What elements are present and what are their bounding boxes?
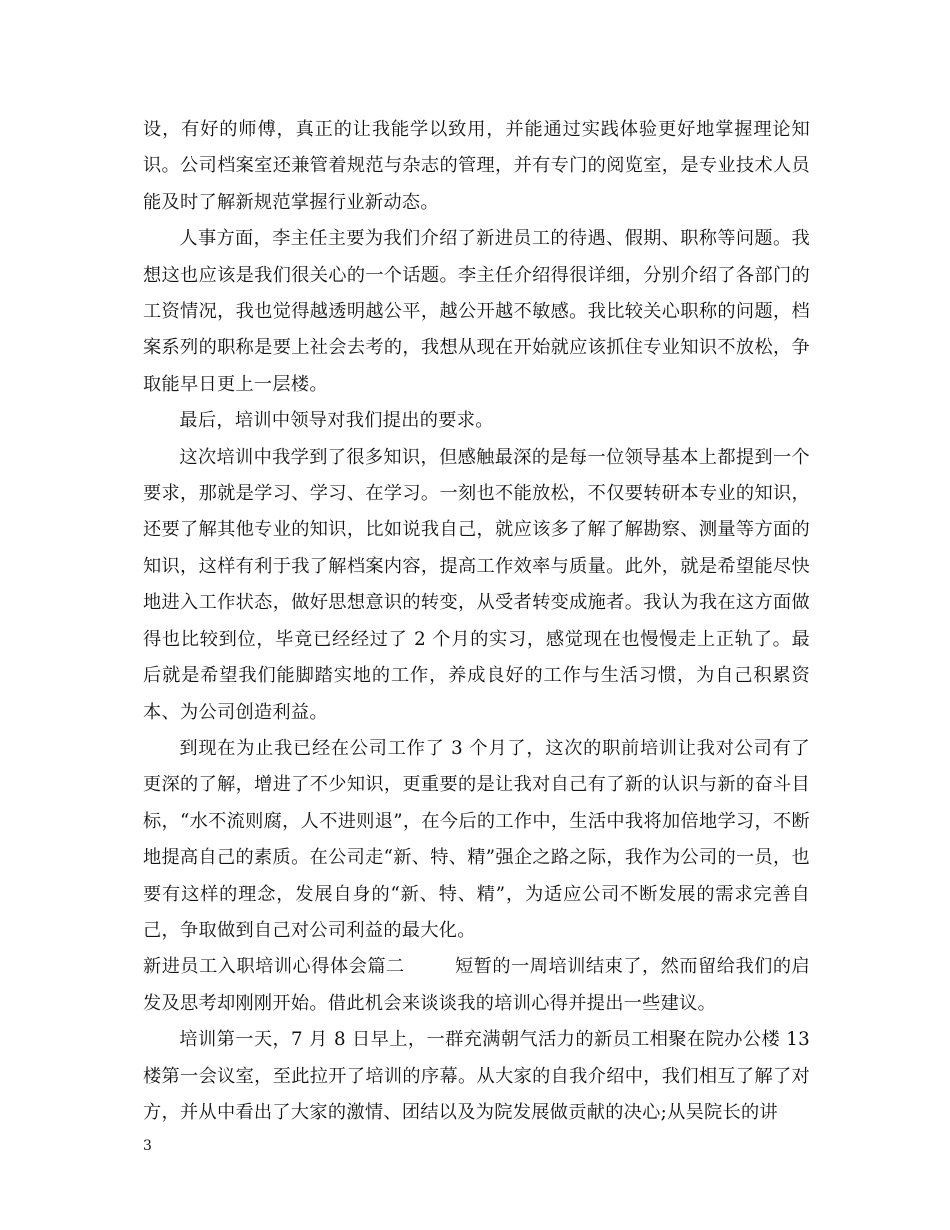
heading-spacer (405, 956, 455, 977)
document-body (143, 112, 810, 1131)
paragraph-learning: 这次培训中我学到了很多知识，但感触最深的是每一位领导基本上都提到一个要求，那就是学习、学习、在学习。一刻也不能放松，不仅要转研本专业的知识，还要了解其他专业的知识，比如说我自己，就应该多了解了解勘察、测量等方面的知识，这样有利于我了解档案内容，提高工作效率与质量。此外，就是希望能尽快地进入工作状态，做好思想意识的转变，从受者转变成施者。我认为我在这方面做得也比较到位，毕竟已经经过了 2 个月的实习，感觉现在也慢慢走上正轨了。最后就是希望我们能脚踏实地的工作，养成良好的工作与生活习惯，为自己积累资本、为公司创造利益。 (143, 446, 810, 723)
paragraph-three-months: 到现在为止我已经在公司工作了 3 个月了，这次的职前培训让我对公司有了更深的了解，增进了不少知识，更重要的是让我对自己有了新的认识与新的奋斗目标，“水不流则腐，人不进则退”，在今后的工作中，生活中我将加倍地学习，不断地提高自己的素质。在公司走“新、特、精”强企之路之际，我作为公司的一员，也要有这样的理念，发展自身的“新、特、精”，为适应公司不断发展的需求完善自己，争取做到自己对公司利益的最大化。 (143, 737, 810, 941)
section-heading: 新进员工入职培训心得体会篇二 (143, 956, 405, 978)
paragraph-requirements-intro: 最后，培训中领导对我们提出的要求。 (179, 410, 494, 432)
paragraph-first-day: 培训第一天，7 月 8 日早上，一群充满朝气活力的新员工相聚在院办公楼 13 楼第一会议室，至此拉开了培训的序幕。从大家的自我介绍中，我们相互了解了对方，并从中看出了大家的激情、团结以及为院发展做贡献的决心;从吴院长的讲 (143, 1029, 810, 1123)
paragraph-section-two (143, 949, 810, 1022)
paragraph-personnel: 人事方面，李主任主要为我们介绍了新进员工的待遇、假期、职称等问题。我想这也应该是我们很关心的一个话题。李主任介绍得很详细，分别介绍了各部门的工资情况，我也觉得越透明越公平，越公开越不敏感。我比较关心职称的问题，档案系列的职称是要上社会去考的，我想从现在开始就应该抓住专业知识不放松，争取能早日更上一层楼。 (143, 228, 810, 395)
page-number: 3 (143, 1138, 152, 1154)
paragraph-archive-room: 设，有好的师傅，真正的让我能学以致用，并能通过实践体验更好地掌握理论知识。公司档案室还兼管着规范与杂志的管理，并有专门的阅览室，是专业技术人员能及时了解新规范掌握行业新动态。 (143, 119, 810, 213)
section-first-paragraph: 短暂的一周培训结束了，然而留给我们的启发及思考却刚刚开始。借此机会来谈谈我的培训心得并提出一些建议。 (143, 956, 811, 1014)
